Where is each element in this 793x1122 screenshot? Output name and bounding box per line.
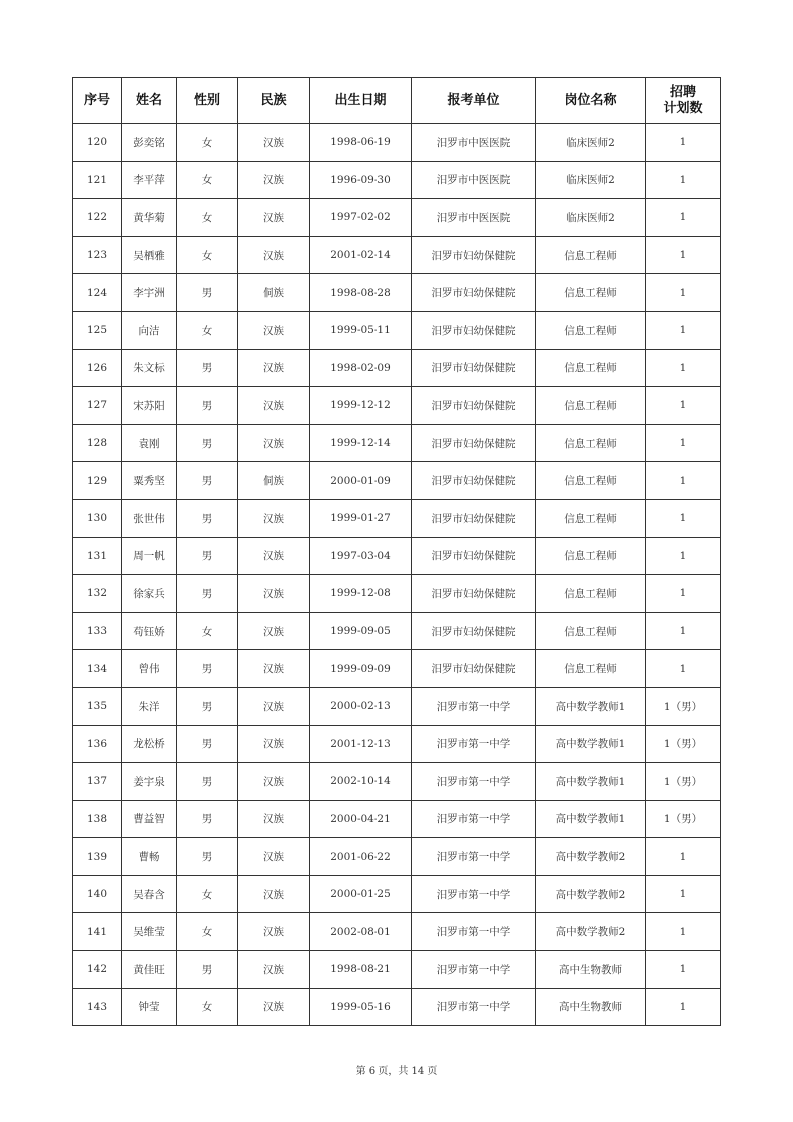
cell-applied-unit: 汨罗市第一中学 bbox=[412, 800, 536, 838]
cell-ethnicity: 汉族 bbox=[238, 763, 310, 801]
cell-seq: 122 bbox=[73, 199, 122, 237]
table-row bbox=[73, 763, 721, 801]
cell-quota: 1 bbox=[646, 161, 721, 199]
cell-name: 钟莹 bbox=[122, 988, 177, 1026]
cell-birth-date: 2000-01-09 bbox=[310, 462, 412, 500]
cell-seq: 134 bbox=[73, 650, 122, 688]
cell-seq: 127 bbox=[73, 387, 122, 425]
header-quota-line1: 招聘 bbox=[669, 84, 696, 100]
cell-ethnicity: 侗族 bbox=[238, 274, 310, 312]
table-row bbox=[73, 875, 721, 913]
table-body bbox=[73, 124, 721, 1026]
cell-birth-date: 1999-12-08 bbox=[310, 575, 412, 613]
cell-ethnicity: 汉族 bbox=[238, 124, 310, 162]
cell-post-name: 信息工程师 bbox=[536, 236, 646, 274]
cell-post-name: 高中数学教师2 bbox=[536, 838, 646, 876]
cell-applied-unit: 汨罗市妇幼保健院 bbox=[412, 274, 536, 312]
cell-seq: 141 bbox=[73, 913, 122, 951]
cell-seq: 138 bbox=[73, 800, 122, 838]
cell-post-name: 高中数学教师1 bbox=[536, 763, 646, 801]
cell-ethnicity: 汉族 bbox=[238, 537, 310, 575]
cell-ethnicity: 侗族 bbox=[238, 462, 310, 500]
cell-name: 徐家兵 bbox=[122, 575, 177, 613]
cell-post-name: 信息工程师 bbox=[536, 424, 646, 462]
cell-gender: 男 bbox=[177, 499, 238, 537]
cell-quota: 1 bbox=[646, 199, 721, 237]
cell-ethnicity: 汉族 bbox=[238, 575, 310, 613]
cell-applied-unit: 汨罗市第一中学 bbox=[412, 687, 536, 725]
header-quota-line2: 计划数 bbox=[663, 100, 703, 116]
cell-ethnicity: 汉族 bbox=[238, 424, 310, 462]
cell-post-name: 高中生物教师 bbox=[536, 988, 646, 1026]
cell-birth-date: 2001-02-14 bbox=[310, 236, 412, 274]
cell-quota: 1 bbox=[646, 462, 721, 500]
cell-post-name: 高中生物教师 bbox=[536, 951, 646, 989]
table-row bbox=[73, 988, 721, 1026]
cell-quota: 1 bbox=[646, 387, 721, 425]
cell-name: 吴维莹 bbox=[122, 913, 177, 951]
cell-post-name: 信息工程师 bbox=[536, 499, 646, 537]
cell-ethnicity: 汉族 bbox=[238, 349, 310, 387]
cell-seq: 131 bbox=[73, 537, 122, 575]
cell-birth-date: 1999-09-05 bbox=[310, 612, 412, 650]
table-row bbox=[73, 913, 721, 951]
cell-applied-unit: 汨罗市第一中学 bbox=[412, 763, 536, 801]
cell-post-name: 临床医师2 bbox=[536, 161, 646, 199]
cell-quota: 1 bbox=[646, 575, 721, 613]
cell-name: 苟钰娇 bbox=[122, 612, 177, 650]
cell-birth-date: 1999-12-12 bbox=[310, 387, 412, 425]
cell-ethnicity: 汉族 bbox=[238, 499, 310, 537]
cell-applied-unit: 汨罗市中医医院 bbox=[412, 199, 536, 237]
cell-gender: 男 bbox=[177, 687, 238, 725]
cell-post-name: 高中数学教师1 bbox=[536, 687, 646, 725]
cell-gender: 女 bbox=[177, 236, 238, 274]
cell-ethnicity: 汉族 bbox=[238, 612, 310, 650]
cell-ethnicity: 汉族 bbox=[238, 951, 310, 989]
cell-quota: 1（男） bbox=[646, 763, 721, 801]
cell-seq: 130 bbox=[73, 499, 122, 537]
cell-post-name: 临床医师2 bbox=[536, 199, 646, 237]
cell-birth-date: 1998-08-21 bbox=[310, 951, 412, 989]
cell-gender: 女 bbox=[177, 875, 238, 913]
cell-ethnicity: 汉族 bbox=[238, 988, 310, 1026]
cell-applied-unit: 汨罗市第一中学 bbox=[412, 838, 536, 876]
cell-name: 曹畅 bbox=[122, 838, 177, 876]
table-row bbox=[73, 951, 721, 989]
cell-ethnicity: 汉族 bbox=[238, 199, 310, 237]
table-row bbox=[73, 462, 721, 500]
cell-name: 曹益智 bbox=[122, 800, 177, 838]
cell-seq: 132 bbox=[73, 575, 122, 613]
cell-name: 粟秀坚 bbox=[122, 462, 177, 500]
cell-quota: 1 bbox=[646, 875, 721, 913]
cell-name: 袁刚 bbox=[122, 424, 177, 462]
candidate-table bbox=[72, 77, 721, 1026]
cell-ethnicity: 汉族 bbox=[238, 387, 310, 425]
cell-birth-date: 2002-10-14 bbox=[310, 763, 412, 801]
table-row bbox=[73, 800, 721, 838]
cell-gender: 男 bbox=[177, 424, 238, 462]
cell-post-name: 高中数学教师1 bbox=[536, 800, 646, 838]
cell-seq: 120 bbox=[73, 124, 122, 162]
table-row bbox=[73, 311, 721, 349]
cell-ethnicity: 汉族 bbox=[238, 311, 310, 349]
cell-post-name: 信息工程师 bbox=[536, 462, 646, 500]
cell-birth-date: 2000-01-25 bbox=[310, 875, 412, 913]
cell-quota: 1 bbox=[646, 311, 721, 349]
cell-name: 彭奕铭 bbox=[122, 124, 177, 162]
cell-applied-unit: 汨罗市妇幼保健院 bbox=[412, 537, 536, 575]
cell-seq: 136 bbox=[73, 725, 122, 763]
cell-name: 姜宇泉 bbox=[122, 763, 177, 801]
header-applied-unit: 报考单位 bbox=[412, 78, 536, 124]
cell-applied-unit: 汨罗市第一中学 bbox=[412, 725, 536, 763]
cell-ethnicity: 汉族 bbox=[238, 913, 310, 951]
cell-birth-date: 1998-06-19 bbox=[310, 124, 412, 162]
cell-gender: 男 bbox=[177, 763, 238, 801]
cell-quota: 1 bbox=[646, 537, 721, 575]
cell-name: 黄华菊 bbox=[122, 199, 177, 237]
cell-ethnicity: 汉族 bbox=[238, 687, 310, 725]
cell-ethnicity: 汉族 bbox=[238, 800, 310, 838]
cell-ethnicity: 汉族 bbox=[238, 875, 310, 913]
cell-applied-unit: 汨罗市妇幼保健院 bbox=[412, 349, 536, 387]
header-name: 姓名 bbox=[122, 78, 177, 124]
table-row bbox=[73, 124, 721, 162]
cell-post-name: 高中数学教师2 bbox=[536, 913, 646, 951]
table-row bbox=[73, 687, 721, 725]
cell-post-name: 高中数学教师1 bbox=[536, 725, 646, 763]
cell-name: 朱文标 bbox=[122, 349, 177, 387]
cell-birth-date: 1999-09-09 bbox=[310, 650, 412, 688]
table-row bbox=[73, 650, 721, 688]
cell-name: 宋苏阳 bbox=[122, 387, 177, 425]
table-row bbox=[73, 349, 721, 387]
cell-birth-date: 1999-05-16 bbox=[310, 988, 412, 1026]
header-post-name: 岗位名称 bbox=[536, 78, 646, 124]
table-row bbox=[73, 838, 721, 876]
cell-applied-unit: 汨罗市妇幼保健院 bbox=[412, 650, 536, 688]
header-quota bbox=[646, 78, 721, 124]
cell-post-name: 临床医师2 bbox=[536, 124, 646, 162]
cell-seq: 125 bbox=[73, 311, 122, 349]
cell-post-name: 信息工程师 bbox=[536, 387, 646, 425]
cell-applied-unit: 汨罗市妇幼保健院 bbox=[412, 311, 536, 349]
cell-birth-date: 1999-05-11 bbox=[310, 311, 412, 349]
table-row bbox=[73, 424, 721, 462]
table-row bbox=[73, 725, 721, 763]
table-row bbox=[73, 236, 721, 274]
cell-gender: 男 bbox=[177, 575, 238, 613]
cell-quota: 1 bbox=[646, 838, 721, 876]
cell-post-name: 信息工程师 bbox=[536, 274, 646, 312]
cell-name: 张世伟 bbox=[122, 499, 177, 537]
cell-gender: 女 bbox=[177, 311, 238, 349]
cell-ethnicity: 汉族 bbox=[238, 236, 310, 274]
cell-quota: 1 bbox=[646, 236, 721, 274]
cell-post-name: 信息工程师 bbox=[536, 537, 646, 575]
cell-applied-unit: 汨罗市中医医院 bbox=[412, 161, 536, 199]
cell-quota: 1 bbox=[646, 650, 721, 688]
cell-birth-date: 1998-08-28 bbox=[310, 274, 412, 312]
cell-quota: 1 bbox=[646, 274, 721, 312]
cell-birth-date: 2000-02-13 bbox=[310, 687, 412, 725]
cell-applied-unit: 汨罗市第一中学 bbox=[412, 875, 536, 913]
cell-applied-unit: 汨罗市妇幼保健院 bbox=[412, 387, 536, 425]
cell-seq: 123 bbox=[73, 236, 122, 274]
cell-gender: 男 bbox=[177, 725, 238, 763]
cell-quota: 1（男） bbox=[646, 800, 721, 838]
cell-applied-unit: 汨罗市妇幼保健院 bbox=[412, 499, 536, 537]
page-footer: 第 6 页，共 14 页 bbox=[355, 1066, 438, 1077]
cell-birth-date: 2002-08-01 bbox=[310, 913, 412, 951]
cell-seq: 137 bbox=[73, 763, 122, 801]
cell-quota: 1 bbox=[646, 424, 721, 462]
cell-post-name: 信息工程师 bbox=[536, 612, 646, 650]
cell-seq: 139 bbox=[73, 838, 122, 876]
header-birth-date: 出生日期 bbox=[310, 78, 412, 124]
cell-applied-unit: 汨罗市第一中学 bbox=[412, 913, 536, 951]
cell-gender: 男 bbox=[177, 650, 238, 688]
cell-name: 周一帆 bbox=[122, 537, 177, 575]
cell-seq: 126 bbox=[73, 349, 122, 387]
cell-gender: 女 bbox=[177, 199, 238, 237]
cell-ethnicity: 汉族 bbox=[238, 161, 310, 199]
header-ethnicity: 民族 bbox=[238, 78, 310, 124]
cell-quota: 1（男） bbox=[646, 687, 721, 725]
cell-gender: 男 bbox=[177, 951, 238, 989]
cell-birth-date: 1997-02-02 bbox=[310, 199, 412, 237]
cell-birth-date: 1999-01-27 bbox=[310, 499, 412, 537]
cell-quota: 1 bbox=[646, 499, 721, 537]
cell-gender: 女 bbox=[177, 913, 238, 951]
cell-birth-date: 1997-03-04 bbox=[310, 537, 412, 575]
cell-post-name: 高中数学教师2 bbox=[536, 875, 646, 913]
cell-post-name: 信息工程师 bbox=[536, 575, 646, 613]
cell-gender: 男 bbox=[177, 800, 238, 838]
cell-gender: 男 bbox=[177, 838, 238, 876]
cell-name: 向洁 bbox=[122, 311, 177, 349]
table-row bbox=[73, 387, 721, 425]
cell-gender: 女 bbox=[177, 124, 238, 162]
cell-name: 李平萍 bbox=[122, 161, 177, 199]
cell-quota: 1 bbox=[646, 913, 721, 951]
cell-seq: 135 bbox=[73, 687, 122, 725]
cell-birth-date: 1999-12-14 bbox=[310, 424, 412, 462]
cell-seq: 129 bbox=[73, 462, 122, 500]
cell-gender: 男 bbox=[177, 387, 238, 425]
cell-applied-unit: 汨罗市妇幼保健院 bbox=[412, 575, 536, 613]
header-seq: 序号 bbox=[73, 78, 122, 124]
cell-birth-date: 1996-09-30 bbox=[310, 161, 412, 199]
cell-applied-unit: 汨罗市妇幼保健院 bbox=[412, 424, 536, 462]
cell-seq: 124 bbox=[73, 274, 122, 312]
cell-gender: 男 bbox=[177, 274, 238, 312]
cell-name: 吴栖雅 bbox=[122, 236, 177, 274]
cell-seq: 142 bbox=[73, 951, 122, 989]
cell-gender: 女 bbox=[177, 161, 238, 199]
cell-name: 曾伟 bbox=[122, 650, 177, 688]
table-row bbox=[73, 274, 721, 312]
cell-applied-unit: 汨罗市妇幼保健院 bbox=[412, 462, 536, 500]
table-row bbox=[73, 499, 721, 537]
cell-ethnicity: 汉族 bbox=[238, 838, 310, 876]
cell-quota: 1 bbox=[646, 951, 721, 989]
cell-ethnicity: 汉族 bbox=[238, 725, 310, 763]
cell-seq: 133 bbox=[73, 612, 122, 650]
cell-name: 黄佳旺 bbox=[122, 951, 177, 989]
cell-birth-date: 1998-02-09 bbox=[310, 349, 412, 387]
table-row bbox=[73, 199, 721, 237]
cell-quota: 1（男） bbox=[646, 725, 721, 763]
cell-applied-unit: 汨罗市中医医院 bbox=[412, 124, 536, 162]
cell-seq: 128 bbox=[73, 424, 122, 462]
cell-birth-date: 2001-06-22 bbox=[310, 838, 412, 876]
table-header-row bbox=[73, 78, 721, 124]
cell-seq: 143 bbox=[73, 988, 122, 1026]
cell-applied-unit: 汨罗市妇幼保健院 bbox=[412, 236, 536, 274]
cell-name: 朱洋 bbox=[122, 687, 177, 725]
cell-birth-date: 2001-12-13 bbox=[310, 725, 412, 763]
table-row bbox=[73, 575, 721, 613]
cell-quota: 1 bbox=[646, 612, 721, 650]
cell-birth-date: 2000-04-21 bbox=[310, 800, 412, 838]
cell-name: 吴春含 bbox=[122, 875, 177, 913]
cell-gender: 男 bbox=[177, 349, 238, 387]
cell-ethnicity: 汉族 bbox=[238, 650, 310, 688]
cell-quota: 1 bbox=[646, 124, 721, 162]
cell-name: 龙松桥 bbox=[122, 725, 177, 763]
cell-post-name: 信息工程师 bbox=[536, 311, 646, 349]
header-gender: 性别 bbox=[177, 78, 238, 124]
table-row bbox=[73, 537, 721, 575]
cell-gender: 女 bbox=[177, 988, 238, 1026]
cell-post-name: 信息工程师 bbox=[536, 650, 646, 688]
cell-post-name: 信息工程师 bbox=[536, 349, 646, 387]
cell-applied-unit: 汨罗市第一中学 bbox=[412, 988, 536, 1026]
cell-gender: 男 bbox=[177, 462, 238, 500]
table-row bbox=[73, 161, 721, 199]
cell-quota: 1 bbox=[646, 988, 721, 1026]
cell-gender: 女 bbox=[177, 612, 238, 650]
cell-gender: 男 bbox=[177, 537, 238, 575]
cell-seq: 121 bbox=[73, 161, 122, 199]
cell-quota: 1 bbox=[646, 349, 721, 387]
cell-seq: 140 bbox=[73, 875, 122, 913]
cell-applied-unit: 汨罗市第一中学 bbox=[412, 951, 536, 989]
cell-applied-unit: 汨罗市妇幼保健院 bbox=[412, 612, 536, 650]
table-row bbox=[73, 612, 721, 650]
cell-name: 李宇洲 bbox=[122, 274, 177, 312]
